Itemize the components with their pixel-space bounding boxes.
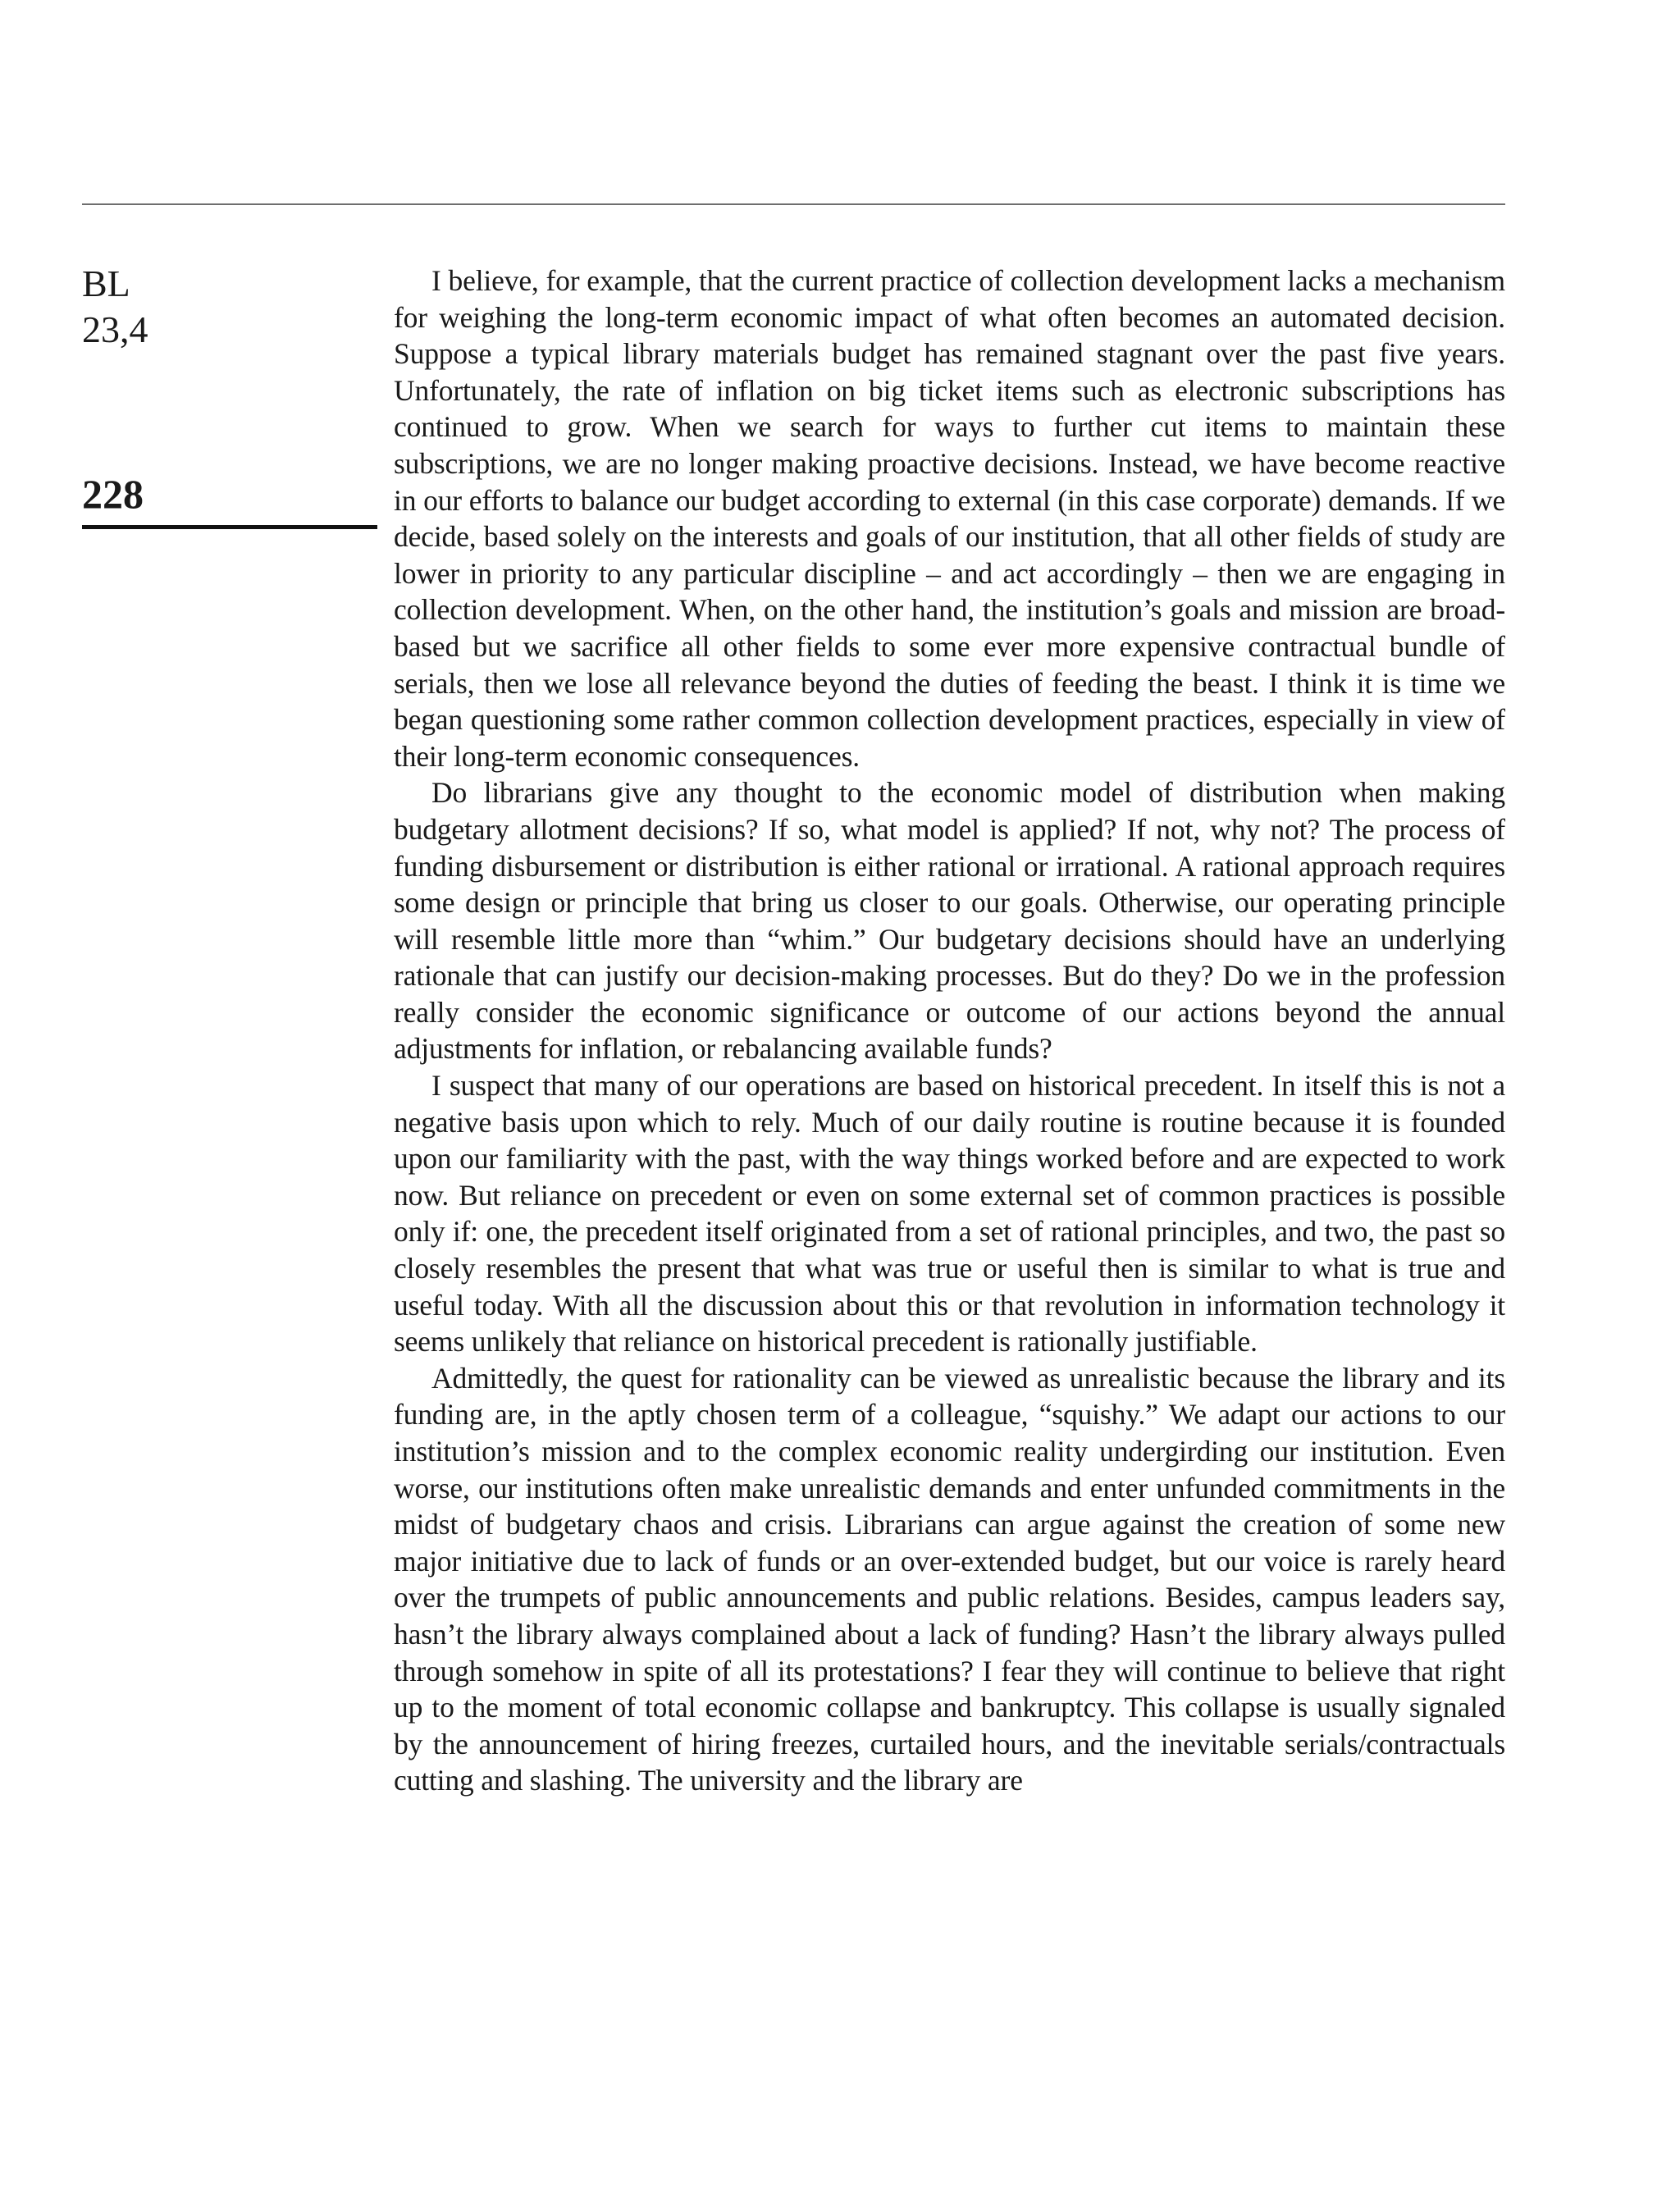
body-paragraph-1: I believe, for example, that the current practice of collection development lacks a mechanism for weighing the long-term economic impact of what often becomes an automated decision. Suppose a typical library materials budget has remained stagnant over the past five years. Unfortunately, the rate of inflation on big ticket items such as electronic subscriptions has continued to grow. When we search for ways to further cut items to maintain these subscriptions, we are no longer making proactive decisions. Instead, we have become reactive in our efforts to balance our budget according to external (in this case corporate) demands. If we decide, based solely on the interests and goals of our institution, that all other fields of study are lower in priority to any particular discipline – and act accordingly – then we are engaging in collection development. When, on the other hand, the institution’s goals and mission are broad-based but we sacrifice all other fields to some ever more expensive contractual bundle of serials, then we lose all relevance beyond the duties of feeding the beast. I think it is time we began questioning some rather common collection development practices, especially in view of their long-term economic consequences.	[394, 264, 1505, 773]
article-body	[394, 263, 1505, 2141]
volume-issue: 23,4	[82, 308, 148, 350]
page-number: 228	[82, 471, 144, 517]
body-paragraph-4: Admittedly, the quest for rationality can be viewed as unrealistic because the library and its funding are, in the aptly chosen term of a colleague, “squishy.” We adapt our actions to our institution’s mission and to the complex economic reality undergirding our institution. Even worse, our institutions often make unrealistic demands and enter unfunded commitments in the midst of budgetary chaos and crisis. Librarians can argue against the creation of some new major initiative due to lack of funds or an over-extended budget, but our voice is rarely heard over the trumpets of public announcements and public relations. Besides, campus leaders say, hasn’t the library always complained about a lack of funding? Hasn’t the library always pulled through somehow in spite of all its protestations? I fear they will continue to believe that right up to the moment of total economic collapse and bankruptcy. This collapse is usually signaled by the announcement of hiring freezes, curtailed hours, and the inevitable serials/contractuals cutting and slashing. The university and the library are	[394, 1361, 1505, 1797]
journal-code: BL	[82, 263, 130, 304]
header-rule	[82, 203, 1505, 205]
running-head	[82, 261, 377, 353]
body-paragraph-2: Do librarians give any thought to the economic model of distribution when making budgetary allotment decisions? If so, what model is applied? If not, why not? The process of funding disbursement or distribution is either rational or irrational. A rational approach requires some design or principle that bring us closer to our goals. Otherwise, our operating principle will resemble little more than “whim.” Our budgetary decisions should have an underlying rationale that can justify our decision-making processes. But do they? Do we in the profession really consider the economic significance or outcome of our actions beyond the annual adjustments for inflation, or rebalancing available funds?	[394, 776, 1505, 1066]
body-paragraph-3: I suspect that many of our operations are based on historical precedent. In itself this is not a negative basis upon which to rely. Much of our daily routine is routine because it is founded upon our familiarity with the past, with the way things worked before and are expected to work now. But reliance on precedent or even on some external set of common practices is possible only if: one, the precedent itself originated from a set of rational principles, and two, the past so closely resembles the present that what was true or useful then is similar to what is true and useful today. With all the discussion about this or that revolution in information technology it seems unlikely that reliance on historical precedent is rationally justifiable.	[394, 1069, 1505, 1359]
page-number-rule	[82, 525, 377, 529]
